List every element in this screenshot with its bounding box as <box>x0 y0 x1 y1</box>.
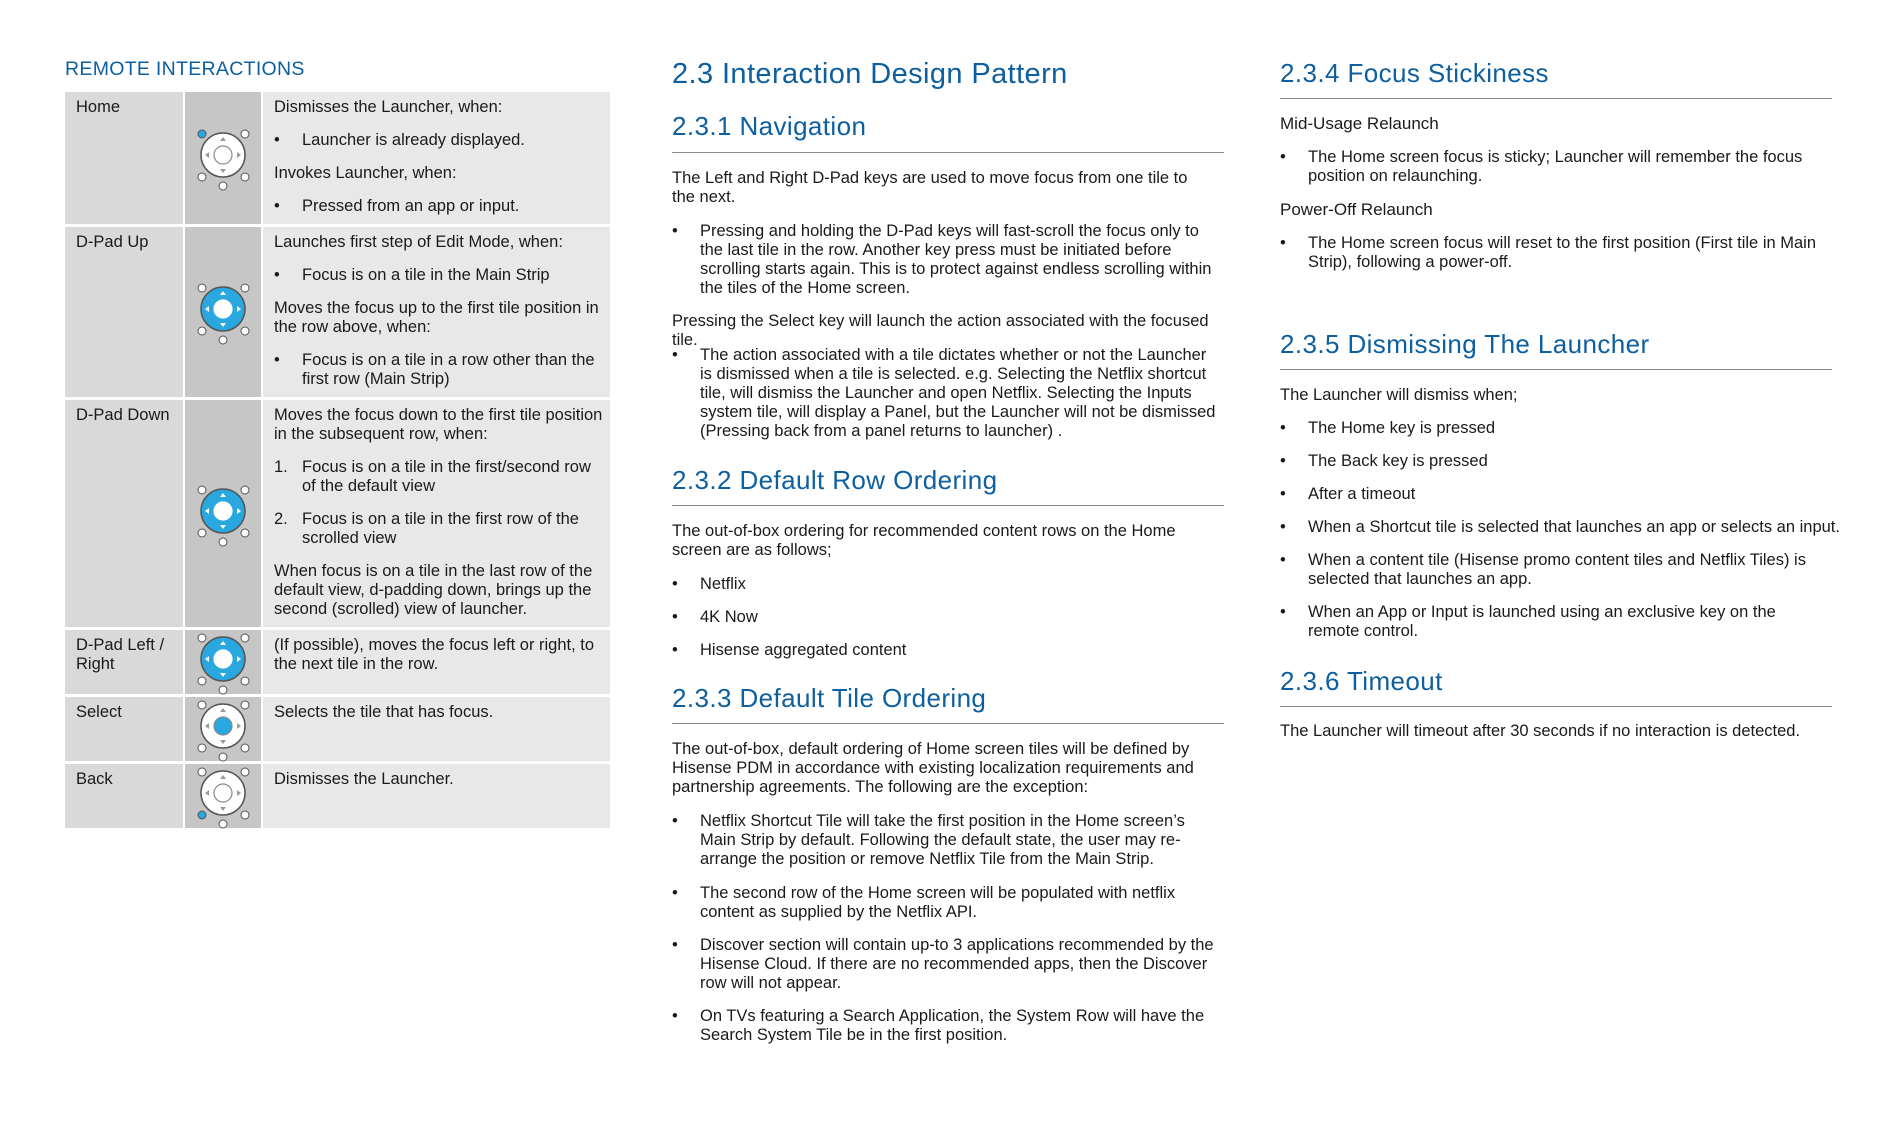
dismiss-item-3 <box>1280 485 1848 504</box>
navigation-rule <box>672 152 1224 153</box>
bullet-marker: • <box>1280 603 1286 621</box>
bullet-marker: • <box>672 936 678 954</box>
dismiss-item-4 <box>1280 518 1856 537</box>
remote-interactions-table <box>65 89 610 831</box>
bullet-text: Focus is on a tile in a row other than the first row (Main Strip) <box>302 351 595 388</box>
default-row-ordering-heading: 2.3.2 Default Row Ordering <box>672 465 998 495</box>
tile-item-2 <box>672 884 1220 922</box>
description-text: Selects the tile that has focus. <box>274 703 494 721</box>
description-text: Moves the focus down to the first tile position in the subsequent row, when: <box>274 406 603 443</box>
dismiss-item-text: The Home key is pressed <box>1308 419 1496 437</box>
bullet-marker: • <box>672 641 678 659</box>
description-text: Moves the focus up to the first tile position in the row above, when: <box>274 299 599 336</box>
tile-item-text: On TVs featuring a Search Application, the System Row will have the Search System Tile be in the first position. <box>700 1007 1205 1044</box>
navigation-paragraph-2: Pressing the Select key will launch the action associated with the focused tile. <box>672 312 1209 349</box>
bullet-marker: • <box>1280 148 1286 166</box>
remote-dpad-down-icon <box>183 400 263 627</box>
bullet-text: Focus is on a tile in the first row of the scrolled view <box>302 510 579 547</box>
tile-item-text: Discover section will contain up-to 3 applications recommended by the Hisense Cloud. If there are no recommended apps, then the Discover row will not appear. <box>700 936 1214 992</box>
description-bullet <box>274 458 604 496</box>
description-bullet <box>274 510 604 548</box>
bullet-marker: • <box>1280 234 1286 252</box>
remote-row-description <box>263 227 610 397</box>
bullet-marker: • <box>672 575 678 593</box>
bullet-marker: • <box>1280 485 1286 503</box>
bullet-marker: • <box>1280 518 1286 536</box>
remote-row <box>65 630 610 694</box>
dismiss-item-1 <box>1280 419 1848 438</box>
dismiss-item-2 <box>1280 452 1848 471</box>
dismiss-item-text: When a content tile (Hisense promo content tiles and Netflix Tiles) is selected that launches an app. <box>1308 551 1806 588</box>
description-text: Dismisses the Launcher, when: <box>274 98 503 116</box>
remote-row-label: Select <box>65 697 183 761</box>
default-row-ordering-rule <box>672 505 1224 506</box>
description-bullet <box>274 197 604 216</box>
description-text: Dismisses the Launcher. <box>274 770 454 788</box>
tile-item-3 <box>672 936 1220 993</box>
bullet-marker: 2. <box>274 510 288 528</box>
remote-row-label: Back <box>65 764 183 828</box>
remote-row-description <box>263 697 610 761</box>
power-off-relaunch-item <box>1280 234 1828 272</box>
description-text: Invokes Launcher, when: <box>274 164 457 182</box>
remote-row <box>65 400 610 627</box>
navigation-paragraph-1: The Left and Right D-Pad keys are used to move focus from one tile to the next. <box>672 169 1188 206</box>
default-tile-ordering-heading: 2.3.3 Default Tile Ordering <box>672 683 987 713</box>
default-tile-ordering-rule <box>672 723 1224 724</box>
remote-back-icon <box>183 764 263 828</box>
dismissing-launcher-heading: 2.3.5 Dismissing The Launcher <box>1280 329 1650 359</box>
row-item-text: Netflix <box>700 575 746 593</box>
dismiss-item-5 <box>1280 551 1828 589</box>
timeout-rule <box>1280 706 1832 707</box>
dismissing-launcher-rule <box>1280 369 1832 370</box>
bullet-marker: • <box>274 266 280 284</box>
description-bullet <box>274 131 604 150</box>
timeout-paragraph: The Launcher will timeout after 30 seconds if no interaction is detected. <box>1280 722 1801 740</box>
remote-row <box>65 764 610 828</box>
dismiss-item-text: When an App or Input is launched using an exclusive key on the remote control. <box>1308 603 1776 640</box>
bullet-marker: • <box>672 608 678 626</box>
timeout-heading: 2.3.6 Timeout <box>1280 666 1443 696</box>
bullet-marker: • <box>672 346 678 364</box>
dismiss-item-6 <box>1280 603 1828 641</box>
default-tile-ordering-paragraph: The out-of-box, default ordering of Home screen tiles will be defined by Hisense PDM in accordance with existing localization requirements and partnership agreements. The following are the exception: <box>672 740 1194 796</box>
remote-dpad-left-right-icon <box>183 630 263 694</box>
bullet-marker: • <box>1280 452 1286 470</box>
mid-usage-relaunch-text: The Home screen focus is sticky; Launcher will remember the focus position on relaunching. <box>1308 148 1803 185</box>
remote-select-icon <box>183 697 263 761</box>
remote-row <box>65 227 610 397</box>
dismiss-item-text: The Back key is pressed <box>1308 452 1488 470</box>
dismissing-launcher-paragraph: The Launcher will dismiss when; <box>1280 386 1518 404</box>
remote-row-description <box>263 630 610 694</box>
remote-row <box>65 92 610 224</box>
remote-dpad-up-icon <box>183 227 263 397</box>
row-item-4k-now <box>672 608 1220 627</box>
remote-row-label: D-Pad Up <box>65 227 183 397</box>
navigation-heading: 2.3.1 Navigation <box>672 111 867 141</box>
remote-row <box>65 697 610 761</box>
mid-usage-relaunch-item <box>1280 148 1828 186</box>
tile-item-text: Netflix Shortcut Tile will take the first position in the Home screen’s Main Strip by default. Following the default state, the user may re-arrange the position or remove Netflix Tile from the Main Strip. <box>700 812 1185 868</box>
remote-interactions-title: REMOTE INTERACTIONS <box>65 58 305 80</box>
navigation-bullet-1 <box>672 222 1220 298</box>
section-2-3-title: 2.3 Interaction Design Pattern <box>672 58 1068 90</box>
default-row-ordering-paragraph: The out-of-box ordering for recommended content rows on the Home screen are as follows; <box>672 522 1176 559</box>
row-item-text: 4K Now <box>700 608 758 626</box>
navigation-bullet-1-text: Pressing and holding the D-Pad keys will fast-scroll the focus only to the last tile in the row. Another key press must be initiated before scrolling starts again. This is to protect against endless scrolling within the tiles of the Home screen. <box>700 222 1212 297</box>
bullet-marker: • <box>274 131 280 149</box>
navigation-bullet-2 <box>672 346 1220 441</box>
remote-row-description <box>263 92 610 224</box>
description-bullet <box>274 351 604 389</box>
bullet-marker: • <box>672 222 678 240</box>
mid-usage-relaunch-label: Mid-Usage Relaunch <box>1280 114 1439 133</box>
remote-row-label: Home <box>65 92 183 224</box>
focus-stickiness-heading: 2.3.4 Focus Stickiness <box>1280 58 1549 88</box>
dismiss-item-text: After a timeout <box>1308 485 1416 503</box>
bullet-marker: • <box>1280 419 1286 437</box>
bullet-marker: • <box>1280 551 1286 569</box>
tile-item-4 <box>672 1007 1220 1045</box>
bullet-marker: • <box>672 812 678 830</box>
remote-row-label: D-Pad Left / Right <box>65 630 183 694</box>
row-item-hisense-aggregated <box>672 641 1220 660</box>
bullet-marker: 1. <box>274 458 288 476</box>
power-off-relaunch-text: The Home screen focus will reset to the first position (First tile in Main Strip), following a power-off. <box>1308 234 1817 271</box>
bullet-marker: • <box>672 884 678 902</box>
dismiss-item-text: When a Shortcut tile is selected that launches an app or selects an input. <box>1308 518 1840 536</box>
bullet-marker: • <box>274 197 280 215</box>
focus-stickiness-rule <box>1280 98 1832 99</box>
remote-row-label: D-Pad Down <box>65 400 183 627</box>
bullet-text: Launcher is already displayed. <box>302 131 525 149</box>
tile-item-text: The second row of the Home screen will be populated with netflix content as supplied by the Netflix API. <box>700 884 1176 921</box>
description-text: (If possible), moves the focus left or right, to the next tile in the row. <box>274 636 595 673</box>
row-item-text: Hisense aggregated content <box>700 641 907 659</box>
bullet-marker: • <box>672 1007 678 1025</box>
description-text: Launches first step of Edit Mode, when: <box>274 233 563 251</box>
bullet-text: Focus is on a tile in the Main Strip <box>302 266 550 284</box>
remote-row-description <box>263 400 610 627</box>
tile-item-1 <box>672 812 1220 869</box>
bullet-text: Pressed from an app or input. <box>302 197 520 215</box>
navigation-bullet-2-text: The action associated with a tile dictates whether or not the Launcher is dismissed when a tile is selected. e.g. Selecting the Netflix shortcut tile, will dismiss the Launcher and open Netflix. Selecting the Inputs system tile, will display a Panel, but the Launcher will not be dismissed (Pressing back from a panel returns to launcher) . <box>700 346 1216 440</box>
row-item-netflix <box>672 575 1220 594</box>
bullet-marker: • <box>274 351 280 369</box>
remote-row-description <box>263 764 610 828</box>
remote-home-icon <box>183 92 263 224</box>
bullet-text: Focus is on a tile in the first/second row of the default view <box>302 458 591 495</box>
power-off-relaunch-label: Power-Off Relaunch <box>1280 200 1433 219</box>
description-text: When focus is on a tile in the last row of the default view, d-padding down, brings up the second (scrolled) view of launcher. <box>274 562 593 618</box>
description-bullet <box>274 266 604 285</box>
